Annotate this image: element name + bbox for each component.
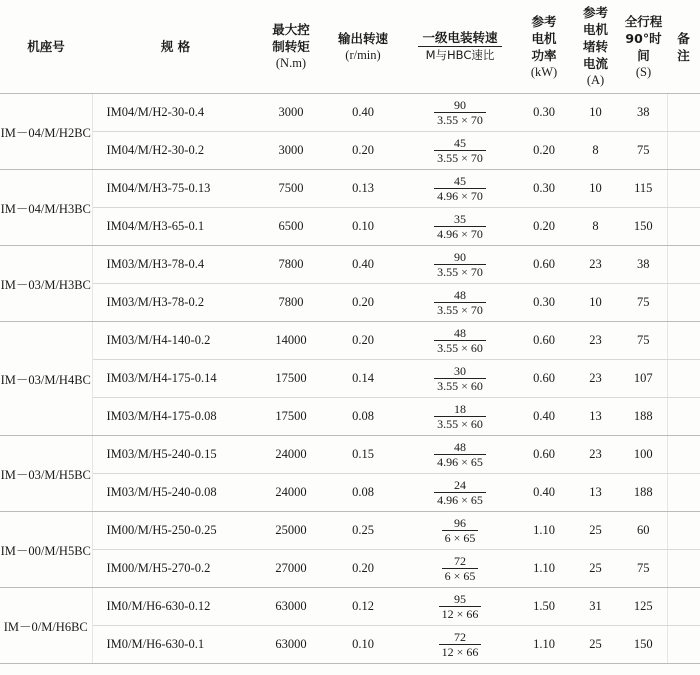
ratio-denominator: 3.55 × 60 — [437, 378, 483, 393]
ratio-numerator: 90 — [434, 250, 486, 265]
header-speed-unit: (r/min) — [345, 47, 381, 62]
ratio-denominator: 4.96 × 65 — [437, 492, 483, 507]
ratio-numerator: 30 — [434, 364, 486, 379]
ratio-cell — [403, 550, 517, 588]
header-spec: 规 格 — [92, 0, 259, 94]
header-torque-title: 最大控制转矩 — [272, 22, 310, 54]
note-cell — [667, 398, 700, 436]
ratio-cell — [403, 360, 517, 398]
ratio-cell — [403, 284, 517, 322]
ratio-numerator: 90 — [434, 98, 486, 113]
ratio-numerator: 45 — [434, 136, 486, 151]
power-cell: 1.10 — [517, 550, 571, 588]
ratio-fraction — [434, 174, 486, 203]
spec-cell: IM04/M/H3-65-0.1 — [92, 208, 259, 246]
table-row — [0, 512, 700, 550]
header-note-title: 备注 — [677, 30, 690, 63]
speed-cell: 0.20 — [323, 132, 403, 170]
header-current-unit: (A) — [586, 73, 605, 87]
ratio-fraction — [434, 402, 486, 431]
speed-cell: 0.14 — [323, 360, 403, 398]
ratio-fraction — [434, 288, 486, 317]
time-cell: 150 — [620, 626, 667, 664]
speed-cell: 0.20 — [323, 322, 403, 360]
frame-cell: IM－00/M/H5BC — [0, 512, 92, 588]
note-cell — [667, 208, 700, 246]
time-cell: 107 — [620, 360, 667, 398]
note-cell — [667, 132, 700, 170]
frame-cell: IM－0/M/H6BC — [0, 588, 92, 664]
speed-cell: 0.25 — [323, 512, 403, 550]
power-cell: 0.20 — [517, 132, 571, 170]
header-ratio-title: 一级电装转速 — [418, 29, 501, 47]
note-cell — [667, 322, 700, 360]
note-cell — [667, 246, 700, 284]
speed-cell: 0.15 — [323, 436, 403, 474]
ratio-numerator: 48 — [434, 288, 486, 303]
ratio-denominator: 12 × 66 — [441, 606, 479, 621]
torque-cell: 7500 — [259, 170, 323, 208]
ratio-cell — [403, 94, 517, 132]
power-cell: 0.60 — [517, 246, 571, 284]
speed-cell: 0.10 — [323, 208, 403, 246]
ratio-denominator: 4.96 × 70 — [437, 226, 483, 241]
ratio-numerator: 72 — [442, 554, 479, 569]
current-cell: 31 — [571, 588, 620, 626]
speed-cell: 0.08 — [323, 474, 403, 512]
current-cell: 23 — [571, 436, 620, 474]
note-cell — [667, 170, 700, 208]
current-cell: 23 — [571, 360, 620, 398]
speed-cell: 0.40 — [323, 246, 403, 284]
spec-cell: IM04/M/H2-30-0.4 — [92, 94, 259, 132]
note-cell — [667, 626, 700, 664]
ratio-cell — [403, 170, 517, 208]
current-cell: 8 — [571, 132, 620, 170]
power-cell: 0.60 — [517, 360, 571, 398]
speed-cell: 0.20 — [323, 284, 403, 322]
ratio-denominator: 3.55 × 60 — [437, 340, 483, 355]
table-row — [0, 436, 700, 474]
frame-cell: IM－03/M/H3BC — [0, 246, 92, 322]
header-ratio — [403, 0, 517, 94]
torque-cell: 17500 — [259, 360, 323, 398]
torque-cell: 6500 — [259, 208, 323, 246]
torque-cell: 3000 — [259, 132, 323, 170]
spec-cell: IM03/M/H4-175-0.14 — [92, 360, 259, 398]
note-cell — [667, 588, 700, 626]
spec-cell: IM03/M/H5-240-0.15 — [92, 436, 259, 474]
ratio-numerator: 72 — [439, 630, 482, 645]
current-cell: 25 — [571, 550, 620, 588]
ratio-cell — [403, 588, 517, 626]
ratio-numerator: 45 — [434, 174, 486, 189]
ratio-fraction — [434, 212, 486, 241]
torque-cell: 24000 — [259, 436, 323, 474]
power-cell: 0.40 — [517, 474, 571, 512]
torque-cell: 24000 — [259, 474, 323, 512]
ratio-numerator: 95 — [439, 592, 482, 607]
time-cell: 75 — [620, 550, 667, 588]
ratio-numerator: 24 — [434, 478, 486, 493]
header-power-unit: (kW) — [530, 64, 558, 79]
power-cell: 1.10 — [517, 626, 571, 664]
table-body — [0, 94, 700, 664]
current-cell: 23 — [571, 246, 620, 284]
header-speed-title: 输出转速 — [337, 30, 388, 46]
ratio-denominator: 3.55 × 70 — [437, 302, 483, 317]
time-cell: 38 — [620, 94, 667, 132]
header-ratio-sub: M与HBC速比 — [425, 48, 495, 62]
torque-cell: 3000 — [259, 94, 323, 132]
ratio-numerator: 96 — [442, 516, 479, 531]
ratio-numerator: 48 — [434, 326, 486, 341]
time-cell: 150 — [620, 208, 667, 246]
frame-cell: IM－03/M/H5BC — [0, 436, 92, 512]
current-cell: 23 — [571, 322, 620, 360]
spec-cell: IM00/M/H5-270-0.2 — [92, 550, 259, 588]
header-speed — [323, 0, 403, 94]
note-cell — [667, 94, 700, 132]
header-time — [620, 0, 667, 94]
ratio-numerator: 35 — [434, 212, 486, 227]
header-current — [571, 0, 620, 94]
speed-cell: 0.08 — [323, 398, 403, 436]
ratio-fraction — [434, 364, 486, 393]
torque-cell: 7800 — [259, 246, 323, 284]
ratio-cell — [403, 474, 517, 512]
header-frame: 机座号 — [0, 0, 92, 94]
torque-cell: 17500 — [259, 398, 323, 436]
spec-cell: IM03/M/H4-140-0.2 — [92, 322, 259, 360]
note-cell — [667, 474, 700, 512]
time-cell: 125 — [620, 588, 667, 626]
time-cell: 115 — [620, 170, 667, 208]
header-time-unit: (S) — [635, 64, 652, 79]
power-cell: 0.30 — [517, 170, 571, 208]
power-cell: 1.50 — [517, 588, 571, 626]
ratio-cell — [403, 512, 517, 550]
ratio-denominator: 3.55 × 60 — [437, 416, 483, 431]
torque-cell: 25000 — [259, 512, 323, 550]
table-header — [0, 0, 700, 94]
ratio-numerator: 48 — [434, 440, 486, 455]
ratio-fraction — [439, 592, 482, 621]
ratio-fraction — [434, 326, 486, 355]
header-power-title: 参考电机功率 — [531, 13, 557, 63]
table-row — [0, 550, 700, 588]
time-cell: 38 — [620, 246, 667, 284]
table-row — [0, 360, 700, 398]
power-cell: 0.30 — [517, 94, 571, 132]
ratio-denominator: 6 × 65 — [444, 568, 476, 583]
spec-cell: IM0/M/H6-630-0.12 — [92, 588, 259, 626]
power-cell: 0.20 — [517, 208, 571, 246]
ratio-denominator: 3.55 × 70 — [437, 112, 483, 127]
ratio-denominator: 4.96 × 65 — [437, 454, 483, 469]
power-cell: 0.40 — [517, 398, 571, 436]
torque-cell: 7800 — [259, 284, 323, 322]
ratio-cell — [403, 436, 517, 474]
current-cell: 10 — [571, 170, 620, 208]
current-cell: 25 — [571, 626, 620, 664]
ratio-fraction — [442, 554, 479, 583]
current-cell: 25 — [571, 512, 620, 550]
torque-cell: 63000 — [259, 626, 323, 664]
header-torque — [259, 0, 323, 94]
note-cell — [667, 284, 700, 322]
time-cell: 188 — [620, 474, 667, 512]
table-row — [0, 588, 700, 626]
table-row — [0, 626, 700, 664]
frame-cell: IM－03/M/H4BC — [0, 322, 92, 436]
current-cell: 13 — [571, 398, 620, 436]
header-note — [667, 0, 700, 94]
spec-cell: IM03/M/H3-78-0.2 — [92, 284, 259, 322]
spec-cell: IM03/M/H3-78-0.4 — [92, 246, 259, 284]
note-cell — [667, 360, 700, 398]
ratio-cell — [403, 208, 517, 246]
current-cell: 10 — [571, 284, 620, 322]
ratio-fraction — [434, 478, 486, 507]
power-cell: 1.10 — [517, 512, 571, 550]
spec-cell: IM04/M/H3-75-0.13 — [92, 170, 259, 208]
spec-cell: IM03/M/H5-240-0.08 — [92, 474, 259, 512]
ratio-cell — [403, 398, 517, 436]
ratio-fraction — [434, 440, 486, 469]
time-cell: 75 — [620, 284, 667, 322]
current-cell: 8 — [571, 208, 620, 246]
power-cell: 0.30 — [517, 284, 571, 322]
torque-cell: 63000 — [259, 588, 323, 626]
time-cell: 60 — [620, 512, 667, 550]
ratio-denominator: 12 × 66 — [441, 644, 479, 659]
spec-cell: IM04/M/H2-30-0.2 — [92, 132, 259, 170]
speed-cell: 0.12 — [323, 588, 403, 626]
frame-cell: IM－04/M/H2BC — [0, 94, 92, 170]
note-cell — [667, 512, 700, 550]
time-cell: 100 — [620, 436, 667, 474]
spec-cell: IM0/M/H6-630-0.1 — [92, 626, 259, 664]
table-row — [0, 94, 700, 132]
ratio-cell — [403, 132, 517, 170]
table-row — [0, 284, 700, 322]
speed-cell: 0.20 — [323, 550, 403, 588]
header-power — [517, 0, 571, 94]
power-cell: 0.60 — [517, 322, 571, 360]
table-row — [0, 322, 700, 360]
ratio-fraction — [439, 630, 482, 659]
header-time-title: 全行程90°时间 — [624, 13, 663, 63]
speed-cell: 0.10 — [323, 626, 403, 664]
ratio-numerator: 18 — [434, 402, 486, 417]
header-current-title: 参考电机堵转电流 — [582, 5, 608, 71]
ratio-fraction — [442, 516, 479, 545]
ratio-denominator: 3.55 × 70 — [437, 150, 483, 165]
ratio-fraction — [434, 136, 486, 165]
current-cell: 10 — [571, 94, 620, 132]
torque-cell: 27000 — [259, 550, 323, 588]
ratio-cell — [403, 322, 517, 360]
speed-cell: 0.40 — [323, 94, 403, 132]
ratio-fraction — [434, 98, 486, 127]
current-cell: 13 — [571, 474, 620, 512]
power-cell: 0.60 — [517, 436, 571, 474]
ratio-fraction — [434, 250, 486, 279]
table-row — [0, 170, 700, 208]
ratio-cell — [403, 626, 517, 664]
header-torque-unit: (N.m) — [275, 56, 307, 70]
table-row — [0, 246, 700, 284]
ratio-cell — [403, 246, 517, 284]
time-cell: 188 — [620, 398, 667, 436]
note-cell — [667, 550, 700, 588]
torque-cell: 14000 — [259, 322, 323, 360]
frame-cell: IM－04/M/H3BC — [0, 170, 92, 246]
ratio-denominator: 3.55 × 70 — [437, 264, 483, 279]
ratio-denominator: 6 × 65 — [444, 530, 476, 545]
time-cell: 75 — [620, 132, 667, 170]
table-row — [0, 474, 700, 512]
note-cell — [667, 436, 700, 474]
spec-cell: IM03/M/H4-175-0.08 — [92, 398, 259, 436]
spec-cell: IM00/M/H5-250-0.25 — [92, 512, 259, 550]
ratio-denominator: 4.96 × 70 — [437, 188, 483, 203]
time-cell: 75 — [620, 322, 667, 360]
table-row — [0, 398, 700, 436]
table-row — [0, 208, 700, 246]
speed-cell: 0.13 — [323, 170, 403, 208]
table-row — [0, 132, 700, 170]
